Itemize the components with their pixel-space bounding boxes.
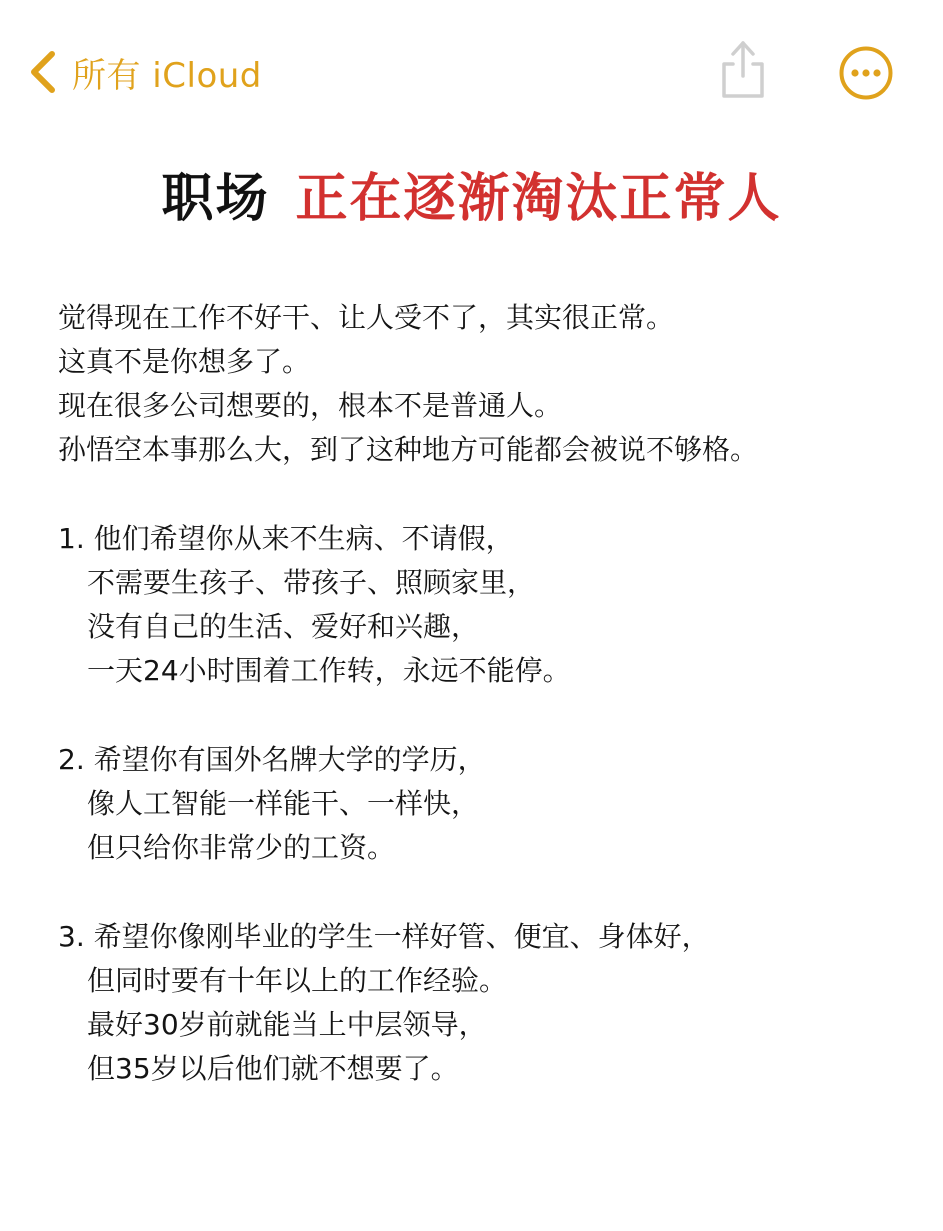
title-black-part: 职场 xyxy=(161,169,270,229)
chevron-left-icon xyxy=(26,48,60,96)
list-item-first-line: 1. 他们希望你从来不生病、不请假， xyxy=(58,522,514,555)
list-item-2 xyxy=(58,738,918,870)
list-item-1 xyxy=(58,517,918,693)
list-item-line: 但只给你非常少的工资。 xyxy=(87,831,396,864)
list-item-line: 但同时要有十年以上的工作经验。 xyxy=(87,964,508,997)
list-item-line: 不需要生孩子、带孩子、照顾家里， xyxy=(87,566,536,599)
list-item-line: 最好30岁前就能当上中层领导， xyxy=(87,1008,487,1041)
intro-paragraph xyxy=(58,296,918,472)
list-item-line: 没有自己的生活、爱好和兴趣， xyxy=(87,610,480,643)
list-item-line: 像人工智能一样能干、一样快， xyxy=(87,787,480,820)
note-body xyxy=(58,296,918,1091)
title-red-part: 正在逐渐淘汰正常人 xyxy=(295,169,782,229)
back-button[interactable] xyxy=(26,44,262,100)
list-item-line: 但35岁以后他们就不想要了。 xyxy=(87,1052,459,1085)
list-item-first-line: 3. 希望你像刚毕业的学生一样好管、便宜、身体好， xyxy=(58,920,710,953)
ellipsis-circle-icon[interactable] xyxy=(838,45,894,101)
share-icon[interactable] xyxy=(716,38,770,102)
faint-caption xyxy=(300,88,660,116)
intro-line: 孙悟空本事那么大，到了这种地方可能都会被说不够格。 xyxy=(58,433,759,466)
intro-line: 觉得现在工作不好干、让人受不了，其实很正常。 xyxy=(58,301,675,334)
navigation-bar xyxy=(0,0,943,140)
note-title xyxy=(0,156,943,231)
intro-line: 这真不是你想多了。 xyxy=(58,345,311,378)
list-item-line: 一天24小时围着工作转，永远不能停。 xyxy=(87,654,571,687)
list-item-first-line: 2. 希望你有国外名牌大学的学历， xyxy=(58,743,486,776)
back-label: 所有 iCloud xyxy=(72,55,262,96)
intro-line: 现在很多公司想要的，根本不是普通人。 xyxy=(58,389,563,422)
list-item-3 xyxy=(58,915,918,1091)
